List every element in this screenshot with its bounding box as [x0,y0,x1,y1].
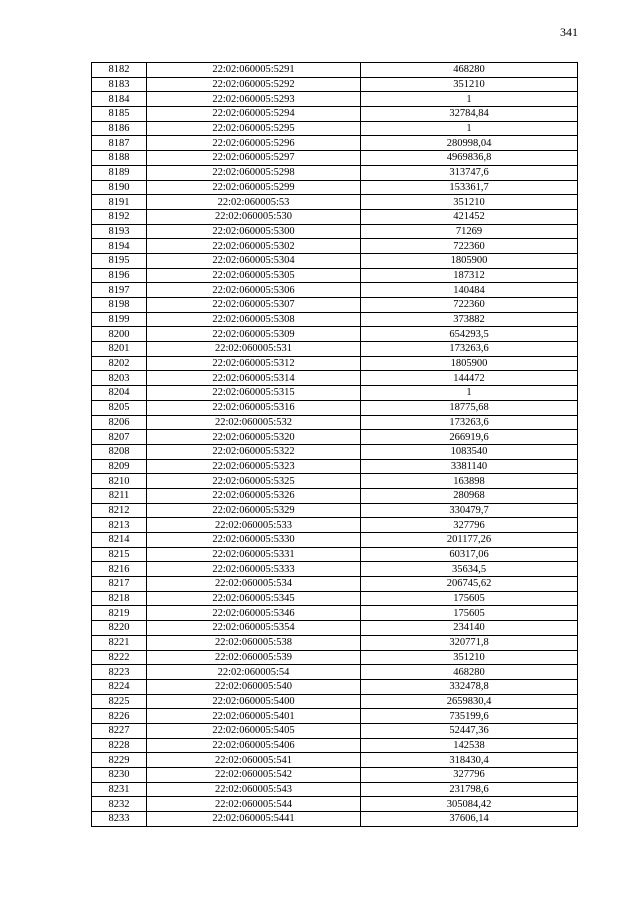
table-row [92,488,578,503]
cadastral-number-cell: 22:02:060005:541 [147,753,361,768]
table-row [92,327,578,342]
cadastral-number-cell: 22:02:060005:5291 [147,63,361,78]
table-row [92,444,578,459]
cadastral-number-cell: 22:02:060005:5330 [147,533,361,548]
cadastral-number-cell: 22:02:060005:5320 [147,430,361,445]
cadastral-number-cell: 22:02:060005:5333 [147,562,361,577]
cadastral-number-cell: 22:02:060005:5406 [147,738,361,753]
cadastral-value-cell: 163898 [361,474,578,489]
cadastral-value-cell: 4969836,8 [361,151,578,166]
table-row [92,474,578,489]
row-number-cell: 8186 [92,121,147,136]
row-number-cell: 8230 [92,768,147,783]
cadastral-value-cell: 468280 [361,63,578,78]
cadastral-number-cell: 22:02:060005:5298 [147,165,361,180]
row-number-cell: 8212 [92,503,147,518]
cadastral-number-cell: 22:02:060005:5314 [147,371,361,386]
table-row [92,591,578,606]
cadastral-number-cell: 22:02:060005:531 [147,342,361,357]
cadastral-number-cell: 22:02:060005:5295 [147,121,361,136]
table-row [92,121,578,136]
table-row [92,312,578,327]
cadastral-value-cell: 234140 [361,621,578,636]
table-row [92,709,578,724]
table-row [92,621,578,636]
cadastral-number-cell: 22:02:060005:534 [147,577,361,592]
table-row [92,298,578,313]
row-number-cell: 8190 [92,180,147,195]
page-number: 341 [560,25,578,39]
row-number-cell: 8192 [92,209,147,224]
row-number-cell: 8211 [92,488,147,503]
cadastral-number-cell: 22:02:060005:5294 [147,107,361,122]
cadastral-value-cell: 280998,04 [361,136,578,151]
cadastral-value-cell: 1805900 [361,356,578,371]
row-number-cell: 8202 [92,356,147,371]
row-number-cell: 8209 [92,459,147,474]
row-number-cell: 8196 [92,268,147,283]
cadastral-value-cell: 421452 [361,209,578,224]
cadastral-value-cell: 231798,6 [361,782,578,797]
cadastral-value-cell: 266919,6 [361,430,578,445]
row-number-cell: 8218 [92,591,147,606]
table-row [92,239,578,254]
cadastral-value-cell: 318430,4 [361,753,578,768]
table-row [92,386,578,401]
cadastral-number-cell: 22:02:060005:5299 [147,180,361,195]
cadastral-value-cell: 32784,84 [361,107,578,122]
cadastral-value-cell: 175605 [361,606,578,621]
cadastral-value-cell: 654293,5 [361,327,578,342]
table-row [92,136,578,151]
row-number-cell: 8188 [92,151,147,166]
table-row [92,400,578,415]
table-row [92,650,578,665]
table-row [92,797,578,812]
row-number-cell: 8183 [92,77,147,92]
cadastral-value-cell: 153361,7 [361,180,578,195]
row-number-cell: 8227 [92,723,147,738]
cadastral-value-cell: 140484 [361,283,578,298]
table-row [92,107,578,122]
cadastral-value-cell: 313747,6 [361,165,578,180]
cadastral-value-cell: 2659830,4 [361,694,578,709]
table-row [92,63,578,78]
table-row [92,635,578,650]
table-row [92,180,578,195]
cadastral-number-cell: 22:02:060005:5405 [147,723,361,738]
cadastral-number-cell: 22:02:060005:532 [147,415,361,430]
table-row [92,195,578,210]
cadastral-value-cell: 351210 [361,650,578,665]
cadastral-value-cell: 327796 [361,768,578,783]
row-number-cell: 8191 [92,195,147,210]
row-number-cell: 8217 [92,577,147,592]
row-number-cell: 8222 [92,650,147,665]
table-row [92,577,578,592]
cadastral-number-cell: 22:02:060005:539 [147,650,361,665]
cadastral-number-cell: 22:02:060005:5441 [147,812,361,827]
row-number-cell: 8194 [92,239,147,254]
cadastral-value-cell: 201177,26 [361,533,578,548]
cadastral-value-cell: 468280 [361,665,578,680]
cadastral-number-cell: 22:02:060005:5346 [147,606,361,621]
row-number-cell: 8207 [92,430,147,445]
row-number-cell: 8201 [92,342,147,357]
row-number-cell: 8216 [92,562,147,577]
row-number-cell: 8225 [92,694,147,709]
cadastral-number-cell: 22:02:060005:5329 [147,503,361,518]
cadastral-value-cell: 173263,6 [361,342,578,357]
cadastral-value-cell: 320771,8 [361,635,578,650]
row-number-cell: 8187 [92,136,147,151]
table-row [92,753,578,768]
cadastral-number-cell: 22:02:060005:5400 [147,694,361,709]
row-number-cell: 8184 [92,92,147,107]
table-row [92,415,578,430]
table-row [92,224,578,239]
table-row [92,430,578,445]
cadastral-value-cell: 373882 [361,312,578,327]
row-number-cell: 8185 [92,107,147,122]
cadastral-value-cell: 330479,7 [361,503,578,518]
cadastral-value-cell: 1 [361,92,578,107]
cadastral-number-cell: 22:02:060005:5326 [147,488,361,503]
cadastral-number-cell: 22:02:060005:5296 [147,136,361,151]
row-number-cell: 8189 [92,165,147,180]
row-number-cell: 8219 [92,606,147,621]
table-row [92,165,578,180]
row-number-cell: 8226 [92,709,147,724]
row-number-cell: 8215 [92,547,147,562]
row-number-cell: 8203 [92,371,147,386]
cadastral-number-cell: 22:02:060005:5306 [147,283,361,298]
table-row [92,342,578,357]
cadastral-number-cell: 22:02:060005:544 [147,797,361,812]
row-number-cell: 8199 [92,312,147,327]
cadastral-number-cell: 22:02:060005:5315 [147,386,361,401]
row-number-cell: 8197 [92,283,147,298]
row-number-cell: 8221 [92,635,147,650]
table-row [92,371,578,386]
cadastral-number-cell: 22:02:060005:5307 [147,298,361,313]
table-row [92,533,578,548]
row-number-cell: 8198 [92,298,147,313]
row-number-cell: 8205 [92,400,147,415]
cadastral-value-cell: 351210 [361,195,578,210]
cadastral-number-cell: 22:02:060005:5331 [147,547,361,562]
table-row [92,768,578,783]
cadastral-number-cell: 22:02:060005:5300 [147,224,361,239]
table-row [92,92,578,107]
cadastral-value-cell: 60317,06 [361,547,578,562]
cadastral-value-cell: 175605 [361,591,578,606]
table-row [92,151,578,166]
row-number-cell: 8204 [92,386,147,401]
cadastral-value-cell: 332478,8 [361,679,578,694]
table-row [92,738,578,753]
row-number-cell: 8214 [92,533,147,548]
cadastral-value-cell: 18775,68 [361,400,578,415]
cadastral-value-cell: 35634,5 [361,562,578,577]
row-number-cell: 8195 [92,253,147,268]
cadastral-value-cell: 1083540 [361,444,578,459]
table-row [92,356,578,371]
row-number-cell: 8200 [92,327,147,342]
cadastral-number-cell: 22:02:060005:54 [147,665,361,680]
cadastral-number-cell: 22:02:060005:5309 [147,327,361,342]
row-number-cell: 8208 [92,444,147,459]
cadastral-value-cell: 722360 [361,239,578,254]
cadastral-number-cell: 22:02:060005:530 [147,209,361,224]
cadastral-number-cell: 22:02:060005:5308 [147,312,361,327]
table-row [92,283,578,298]
cadastral-value-cell: 1 [361,386,578,401]
cadastral-number-cell: 22:02:060005:53 [147,195,361,210]
cadastral-number-cell: 22:02:060005:5312 [147,356,361,371]
row-number-cell: 8206 [92,415,147,430]
cadastral-number-cell: 22:02:060005:5305 [147,268,361,283]
cadastral-number-cell: 22:02:060005:5345 [147,591,361,606]
cadastral-value-cell: 206745,62 [361,577,578,592]
cadastral-number-cell: 22:02:060005:5322 [147,444,361,459]
cadastral-number-cell: 22:02:060005:542 [147,768,361,783]
cadastral-number-cell: 22:02:060005:5354 [147,621,361,636]
row-number-cell: 8213 [92,518,147,533]
table-row [92,606,578,621]
cadastral-number-cell: 22:02:060005:5323 [147,459,361,474]
row-number-cell: 8228 [92,738,147,753]
cadastral-value-cell: 3381140 [361,459,578,474]
row-number-cell: 8233 [92,812,147,827]
table-row [92,547,578,562]
cadastral-number-cell: 22:02:060005:543 [147,782,361,797]
cadastral-number-cell: 22:02:060005:5302 [147,239,361,254]
table-body [92,63,578,827]
cadastral-number-cell: 22:02:060005:5297 [147,151,361,166]
cadastral-value-cell: 142538 [361,738,578,753]
cadastral-number-cell: 22:02:060005:5316 [147,400,361,415]
row-number-cell: 8223 [92,665,147,680]
table-row [92,782,578,797]
table-row [92,253,578,268]
table-row [92,268,578,283]
table-row [92,694,578,709]
cadastral-value-cell: 305084,42 [361,797,578,812]
cadastral-number-cell: 22:02:060005:5293 [147,92,361,107]
cadastral-value-cell: 722360 [361,298,578,313]
cadastral-value-cell: 144472 [361,371,578,386]
cadastral-number-cell: 22:02:060005:5292 [147,77,361,92]
cadastral-value-cell: 37606,14 [361,812,578,827]
cadastral-number-cell: 22:02:060005:5325 [147,474,361,489]
cadastral-value-cell: 1 [361,121,578,136]
cadastral-value-cell: 173263,6 [361,415,578,430]
cadastral-value-cell: 52447,36 [361,723,578,738]
row-number-cell: 8224 [92,679,147,694]
cadastral-value-cell: 735199,6 [361,709,578,724]
cadastral-value-table [91,62,578,827]
cadastral-value-cell: 327796 [361,518,578,533]
table-row [92,459,578,474]
row-number-cell: 8193 [92,224,147,239]
row-number-cell: 8229 [92,753,147,768]
table-row [92,77,578,92]
cadastral-value-cell: 71269 [361,224,578,239]
row-number-cell: 8220 [92,621,147,636]
table-row [92,723,578,738]
table-row [92,209,578,224]
cadastral-number-cell: 22:02:060005:533 [147,518,361,533]
row-number-cell: 8210 [92,474,147,489]
cadastral-value-cell: 280968 [361,488,578,503]
table-row [92,503,578,518]
cadastral-number-cell: 22:02:060005:540 [147,679,361,694]
cadastral-value-cell: 1805900 [361,253,578,268]
table-row [92,812,578,827]
cadastral-number-cell: 22:02:060005:5401 [147,709,361,724]
table-row [92,665,578,680]
cadastral-value-cell: 187312 [361,268,578,283]
cadastral-number-cell: 22:02:060005:5304 [147,253,361,268]
table-row [92,562,578,577]
row-number-cell: 8231 [92,782,147,797]
row-number-cell: 8232 [92,797,147,812]
row-number-cell: 8182 [92,63,147,78]
table-row [92,518,578,533]
cadastral-number-cell: 22:02:060005:538 [147,635,361,650]
table-row [92,679,578,694]
cadastral-value-cell: 351210 [361,77,578,92]
